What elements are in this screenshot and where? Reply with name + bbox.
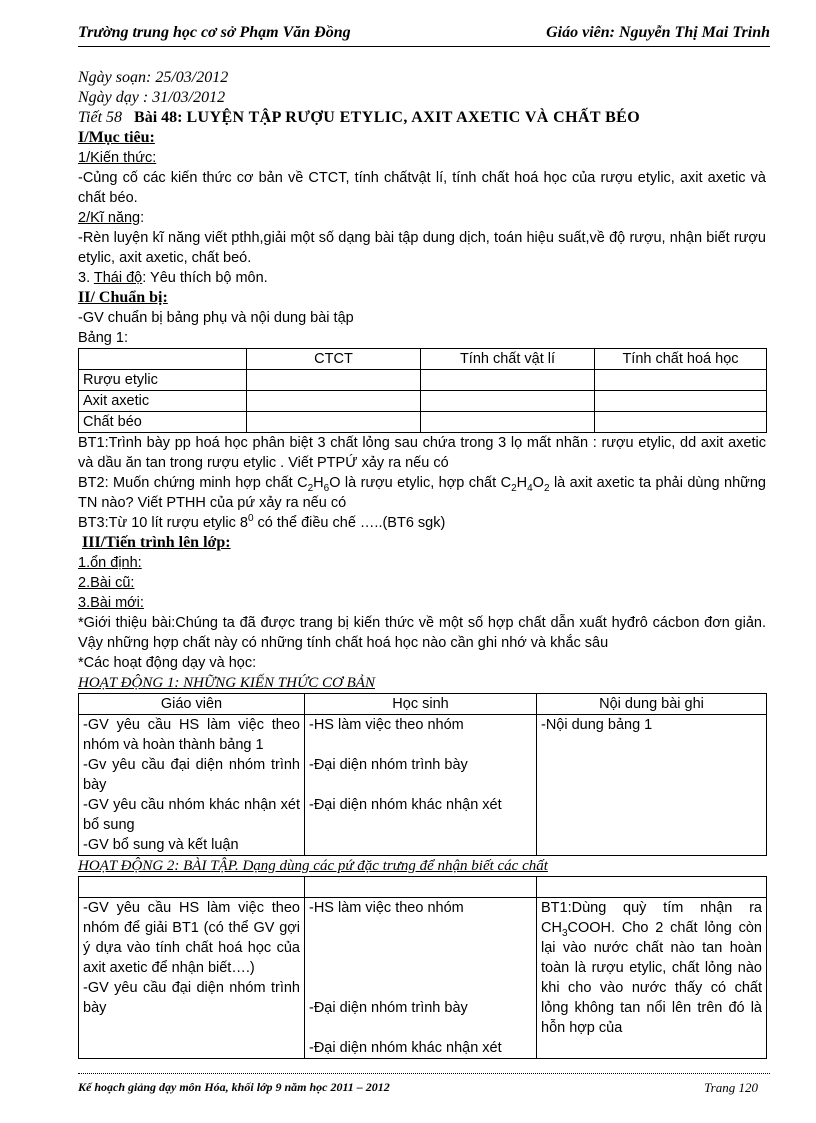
knowledge-label: 1/Kiến thức: — [78, 150, 157, 166]
skills-label-line — [78, 208, 766, 228]
activity-2-heading: HOẠT ĐỘNG 2: BÀI TẬP. Dạng dùng các pứ đặc trưng để nhận biết các chất — [78, 858, 548, 874]
header-divider — [78, 46, 770, 47]
exercise-3-text: BT3:Từ 10 lít rượu etylic 8 — [78, 515, 248, 531]
activity-2-empty-row — [79, 877, 767, 898]
exercise-2-text: O — [532, 475, 544, 491]
student-step: -Đại diện nhóm khác nhận xét — [309, 1040, 502, 1056]
subscript: 3 — [561, 927, 568, 939]
knowledge-text: -Củng cố các kiến thức cơ bản về CTCT, tính chấtvật lí, tính chất hoá học của rượu etylic, axit axetic và chất béo. — [78, 170, 766, 206]
table-header-row — [79, 349, 767, 370]
exercise-1: BT1:Trình bày pp hoá học phân biệt 3 chất lỏng sau chứa trong 3 lọ mất nhãn : rượu etylic, dd axit axetic và dầu ăn tan trong rượu etylic . Viết PTPỨ xảy ra nếu có — [78, 435, 766, 471]
exercise-2-text: O là rượu etylic, hợp chất C — [329, 475, 512, 491]
page-number: Trang 120 — [704, 1080, 758, 1095]
process-heading: III/Tiến trình lên lớp: — [82, 534, 231, 551]
activity-1-header-row — [79, 694, 767, 715]
teacher-step: -GV yêu cầu nhóm khác nhận xét bổ sung — [83, 797, 300, 833]
column-header: Nội dung bài ghi — [537, 694, 767, 715]
column-header: Học sinh — [305, 694, 537, 715]
intro-text: *Giới thiệu bài:Chúng ta đã được trang bị kiến thức về một số hợp chất dẫn xuất hyđrô cácbon đơn giản. Vậy những hợp chất này có những tính chất hoá học nào cần ghi nhớ và khắc sâu — [78, 615, 766, 651]
teacher-column — [79, 898, 305, 1059]
activity-2-row — [79, 898, 767, 1059]
student-step: -HS làm việc theo nhóm — [309, 900, 464, 916]
teach-date: Ngày dạy : 31/03/2012 — [78, 89, 226, 106]
content-column — [537, 715, 767, 856]
teacher-step: -GV yêu cầu HS làm việc theo nhóm để giải BT1 (có thể GV gợi ý dựa vào tính chất hoá học của axit axetic để nhận biết….) — [83, 900, 300, 976]
period-label: Tiết 58 — [78, 109, 123, 126]
step-1: 1.ổn định: — [78, 555, 142, 571]
document-body — [78, 68, 766, 1059]
content-text: COOH. Cho 2 chất lỏng còn lại vào nước chất nào tan hoàn toàn là rượu etylic, chất lỏng nào khi cho vào nước thấy có chất lỏng không tan nổi lên trên đó là hỗn hợp của — [541, 920, 762, 1036]
step-3: 3.Bài mới: — [78, 595, 144, 611]
exercise-2-text: BT2: Muốn chứng minh hợp chất C — [78, 475, 308, 491]
preparation-heading: II/ Chuẩn bị: — [78, 289, 168, 306]
school-name: Trường trung học cơ sở Phạm Văn Đồng — [78, 24, 351, 41]
student-step: -Đại diện nhóm trình bày — [309, 1000, 468, 1016]
attitude-prefix: 3. — [78, 270, 94, 286]
subscript: 2 — [543, 482, 550, 494]
teacher-name: Giáo viên: Nguyễn Thị Mai Trinh — [546, 24, 770, 41]
content-text: BT1:Dùng quỳ tím nhận ra CH — [541, 900, 762, 936]
footer-plan: Kế hoạch giảng dạy môn Hóa, khối lớp 9 năm học 2011 – 2012 — [78, 1080, 390, 1094]
attitude-line — [78, 268, 766, 288]
exercise-2-text: H — [313, 475, 324, 491]
activity-1-row — [79, 715, 767, 856]
subscript: 6 — [323, 482, 330, 494]
teacher-step: -Gv yêu cầu đại diện nhóm trình bày — [83, 757, 300, 793]
student-step: -HS làm việc theo nhóm — [309, 717, 464, 733]
exercise-2-text: là axit axetic ta phải dùng những TN nào? Viết PTHH của pứ xảy ra nếu có — [78, 475, 766, 511]
column-header: Giáo viên — [79, 694, 305, 715]
table-label: Bảng 1: — [78, 330, 128, 346]
activity-1-heading: HOẠT ĐỘNG 1: NHỮNG KIẾN THỨC CƠ BẢN — [78, 675, 375, 691]
content-column — [537, 898, 767, 1059]
activities-label: *Các hoạt động dạy và học: — [78, 655, 257, 671]
skills-colon: : — [140, 210, 145, 226]
objectives-heading: I/Mục tiêu: — [78, 129, 155, 146]
summary-table — [78, 348, 767, 433]
table-row — [79, 412, 767, 433]
teacher-step: -GV yêu cầu HS làm việc theo nhóm và hoàn thành bảng 1 — [83, 717, 300, 753]
teacher-step: -GV bổ sung và kết luận — [83, 837, 239, 853]
table-header-cell: CTCT — [247, 349, 421, 370]
table-header-cell: Tính chất hoá học — [595, 349, 767, 370]
table-row — [79, 391, 767, 412]
subscript: 4 — [527, 482, 533, 494]
step-2: 2.Bài cũ: — [78, 575, 135, 591]
table-row — [79, 370, 767, 391]
exercise-3-text: có thể điều chế …..(BT6 sgk) — [253, 515, 446, 531]
row-label: Chất béo — [79, 412, 247, 433]
skills-text: -Rèn luyện kĩ năng viết pthh,giải một số dạng bài tập dung dịch, toán hiệu suất,về độ rượu, nhận biết rượu etylic, axit axetic, chất beó. — [78, 230, 766, 266]
student-column — [305, 715, 537, 856]
student-step: -Đại diện nhóm khác nhận xét — [309, 797, 502, 813]
row-label: Axit axetic — [79, 391, 247, 412]
row-label: Rượu etylic — [79, 370, 247, 391]
subscript: 2 — [511, 482, 517, 494]
page-header — [78, 24, 770, 46]
student-column — [305, 898, 537, 1059]
student-step: -Đại diện nhóm trình bày — [309, 757, 468, 773]
skills-label: 2/Kĩ năng — [78, 210, 141, 226]
lesson-title: LUYỆN TẬP RƯỢU ETYLIC, AXIT AXETIC VÀ CHẤT BÉO — [186, 109, 641, 126]
activity-2-table — [78, 876, 767, 1059]
lesson-title-line — [78, 108, 766, 128]
lesson-number: Bài 48: — [134, 109, 183, 126]
content-note: -Nội dung bảng 1 — [541, 717, 653, 733]
preparation-text: -GV chuẩn bị bảng phụ và nội dung bài tập — [78, 310, 354, 326]
attitude-label: Thái độ — [93, 270, 143, 286]
exercise-2 — [78, 473, 766, 513]
prep-date: Ngày soạn: 25/03/2012 — [78, 69, 229, 86]
teacher-step: -GV yêu cầu đại diện nhóm trình bày — [83, 980, 300, 1016]
activity-1-table — [78, 693, 767, 856]
table-header-cell: Tính chất vật lí — [421, 349, 595, 370]
subscript: 2 — [307, 482, 314, 494]
teacher-column — [79, 715, 305, 856]
table-header-cell — [79, 349, 247, 370]
exercise-2-text: H — [516, 475, 528, 491]
footer-divider — [78, 1073, 770, 1074]
superscript: 0 — [247, 513, 254, 525]
attitude-text: : Yêu thích bộ môn. — [142, 270, 268, 286]
exercise-3 — [78, 513, 766, 533]
